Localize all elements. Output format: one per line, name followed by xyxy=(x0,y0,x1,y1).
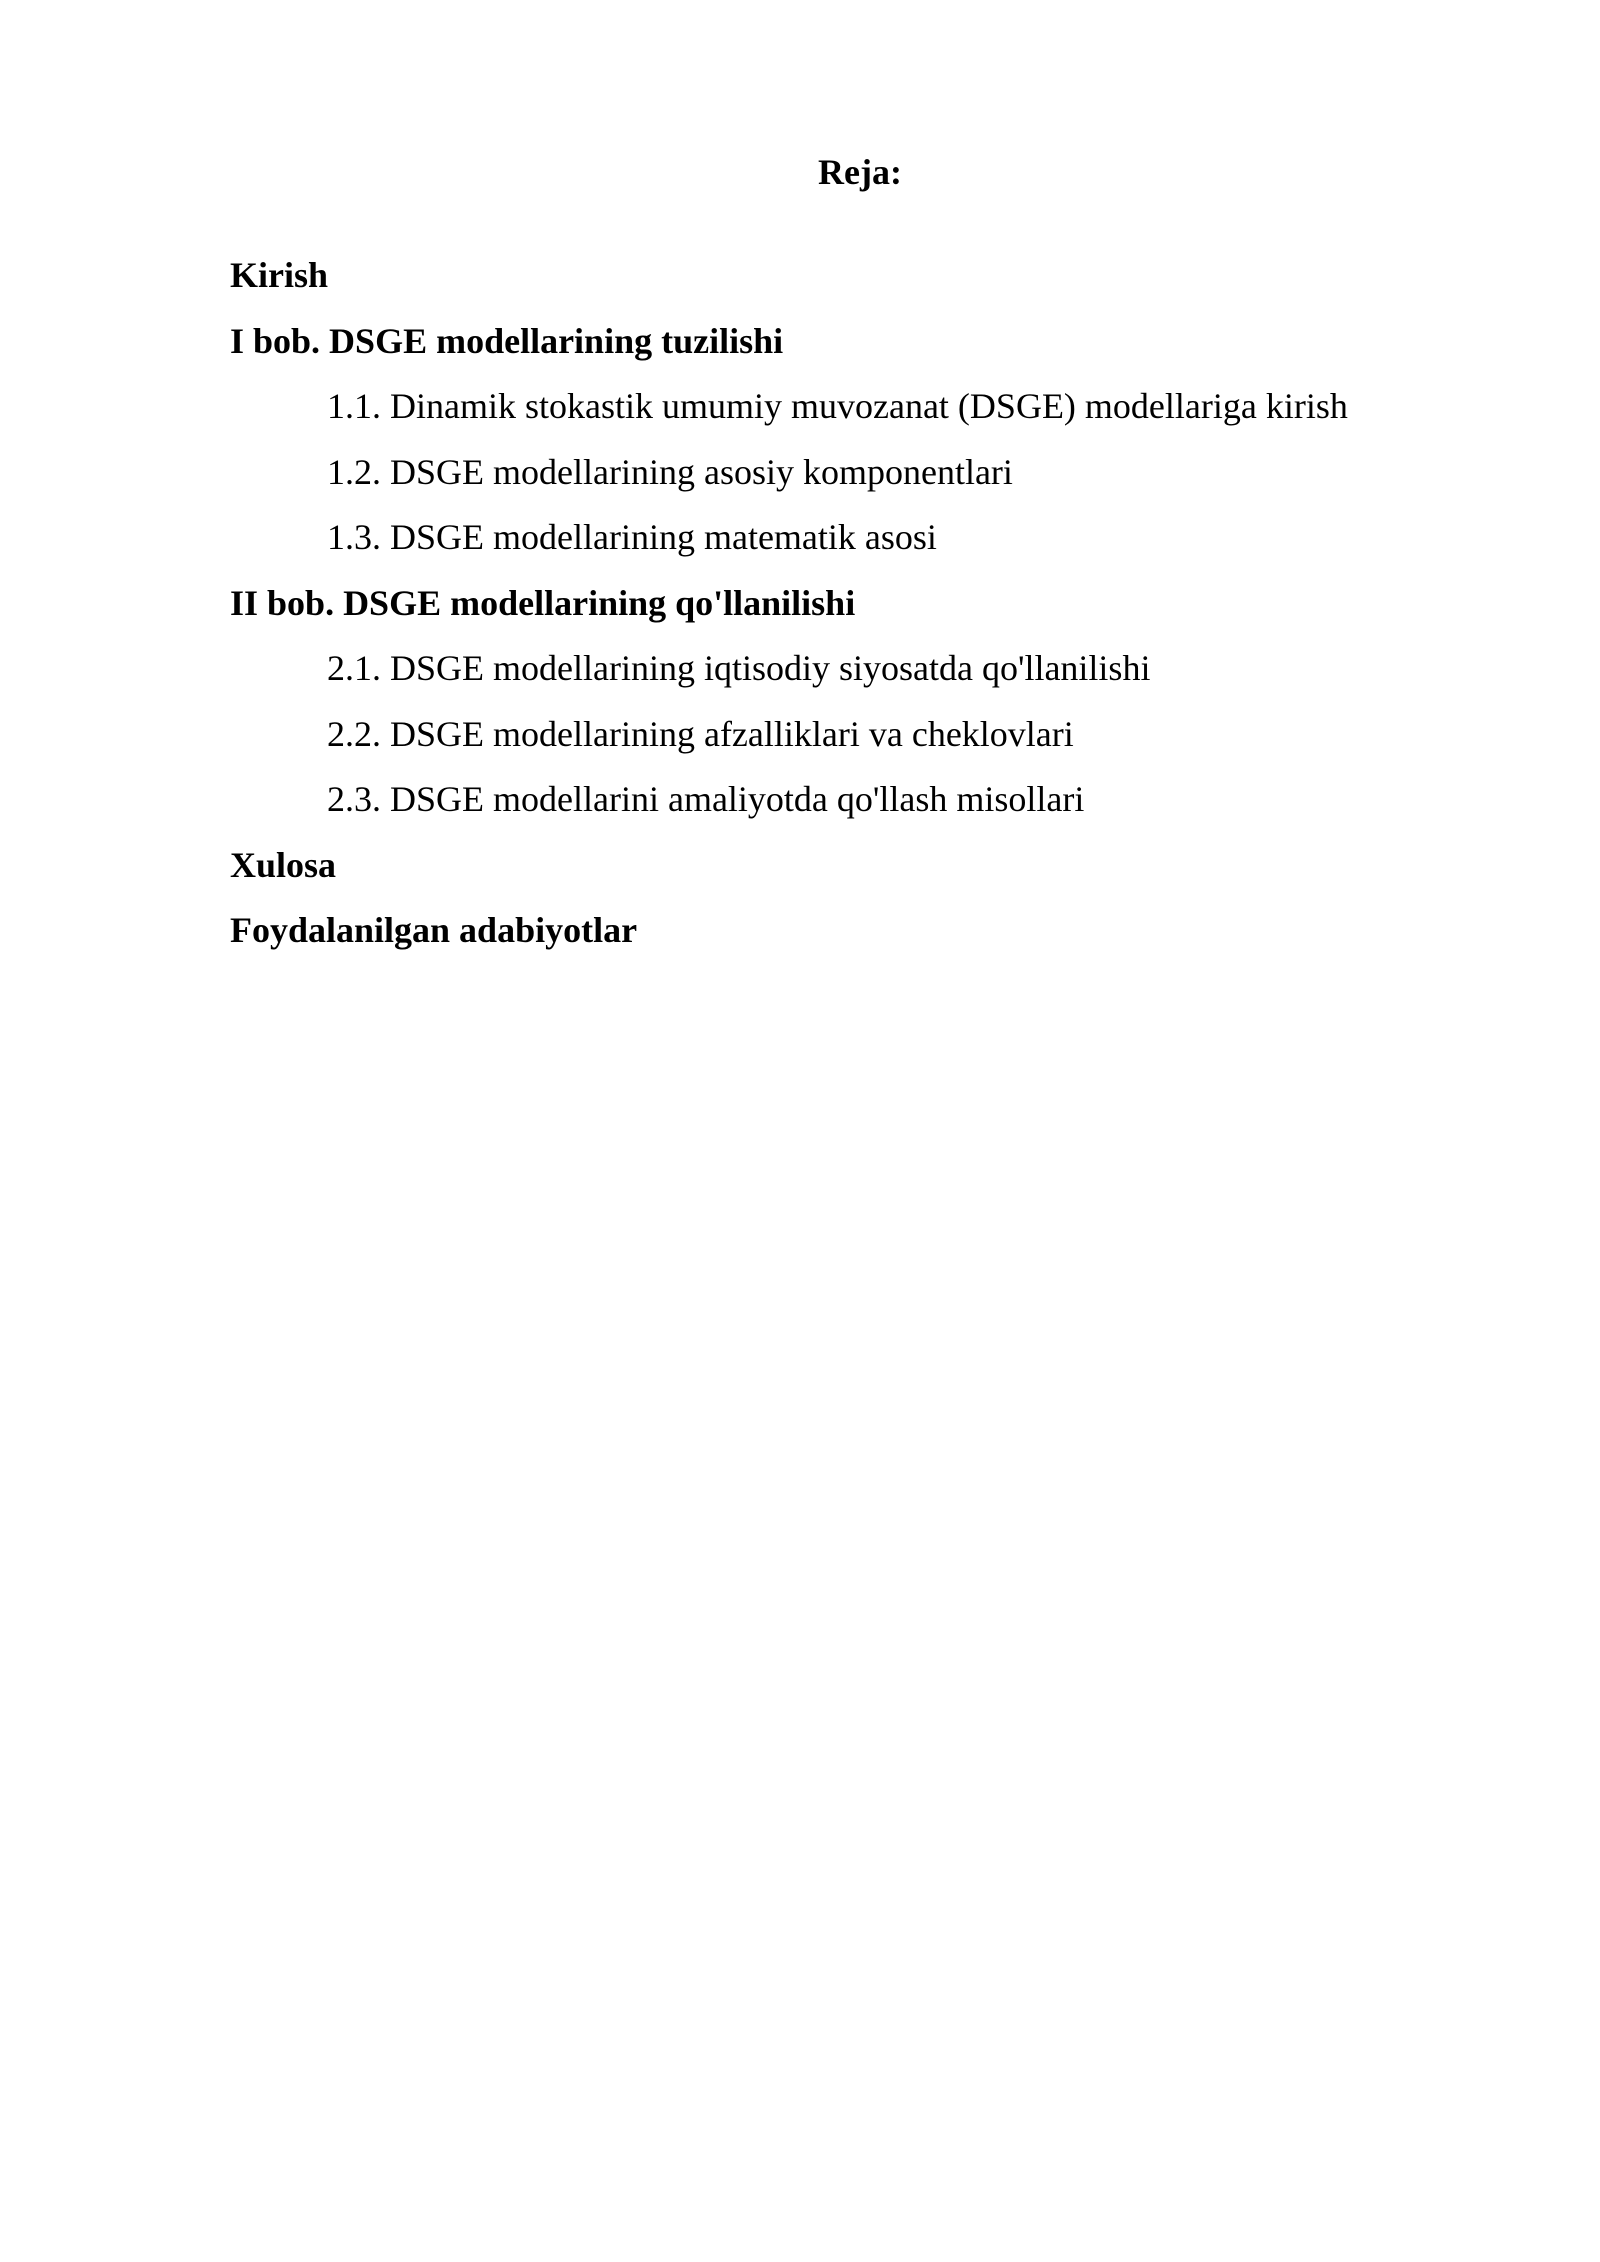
toc-item-section-1-2: 1.2. DSGE modellarining asosiy komponentlari xyxy=(327,451,1013,492)
page-title: Reja: xyxy=(818,152,902,192)
toc-item-references: Foydalanilgan adabiyotlar xyxy=(230,910,638,950)
toc-item-section-2-1: 2.1. DSGE modellarining iqtisodiy siyosatda qo'llanilishi xyxy=(327,648,1151,688)
toc-item-chapter-1: I bob. DSGE modellarining tuzilishi xyxy=(230,320,784,361)
toc-item-chapter-2: II bob. DSGE modellarining qo'llanilishi xyxy=(230,582,856,623)
toc-item-conclusion: Xulosa xyxy=(230,844,337,885)
toc-item-section-1-1: 1.1. Dinamik stokastik umumiy muvozanat (DSGE) modellariga kirish xyxy=(327,386,1348,426)
toc-item-introduction: Kirish xyxy=(230,255,329,295)
toc-item-section-1-3: 1.3. DSGE modellarining matematik asosi xyxy=(327,517,937,557)
table-of-contents xyxy=(230,250,1348,971)
toc-item-section-2-2: 2.2. DSGE modellarining afzalliklari va cheklovlari xyxy=(327,713,1074,754)
toc-item-section-2-3: 2.3. DSGE modellarini amaliyotda qo'llash misollari xyxy=(327,779,1085,819)
